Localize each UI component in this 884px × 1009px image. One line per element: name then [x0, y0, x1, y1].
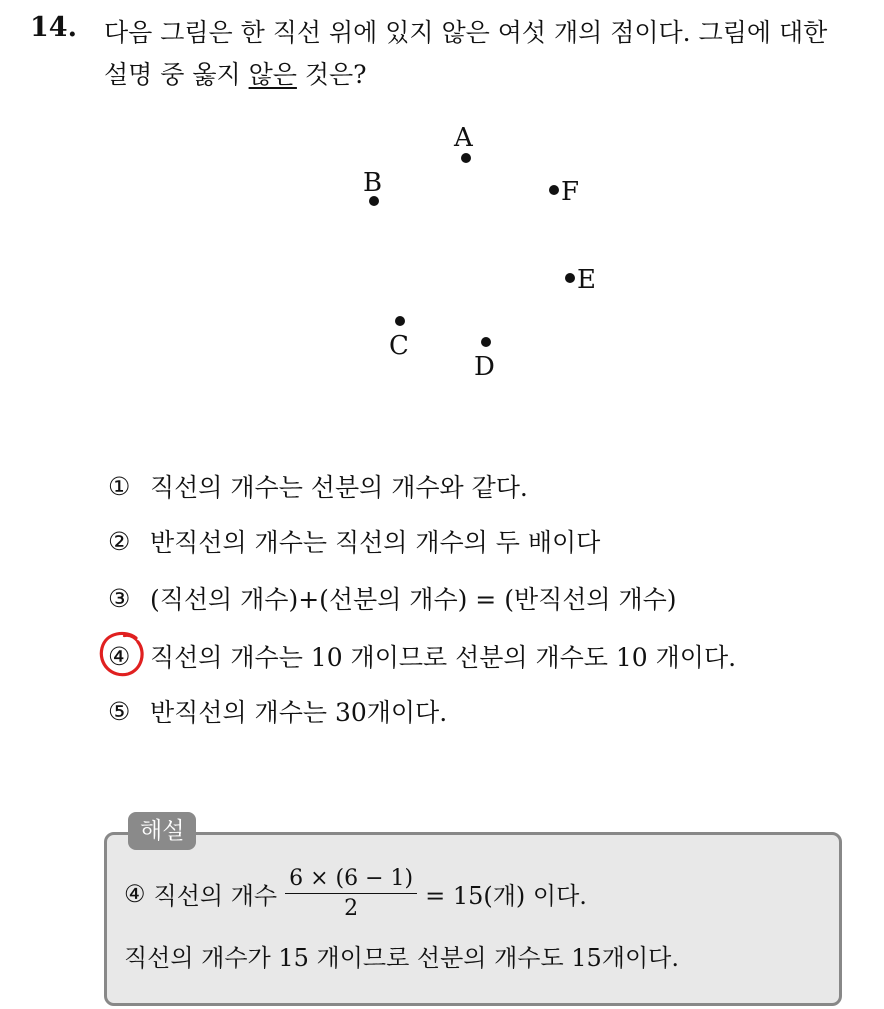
solution-line-1-pre: 직선의 개수 — [153, 882, 278, 910]
choice-4[interactable] — [108, 638, 736, 674]
fraction-denominator: 2 — [344, 896, 359, 921]
choice-5[interactable] — [108, 693, 447, 729]
point-f-dot — [549, 185, 559, 195]
point-f-label: F — [561, 177, 580, 207]
answer-circle-mark — [96, 628, 148, 680]
choice-3-number: ③ — [108, 583, 131, 613]
point-d-dot — [481, 337, 491, 347]
choice-2-text: 반직선의 개수는 직선의 개수의 두 배이다 — [150, 528, 601, 557]
question-line-2-pre: 설명 중 옳지 — [104, 60, 249, 89]
choice-5-text: 반직선의 개수는 30개이다. — [150, 698, 448, 727]
choice-2[interactable] — [108, 523, 600, 559]
fraction — [285, 866, 417, 921]
solution-line-1-post: = 15(개) 이다. — [425, 882, 587, 910]
solution-line-2: 직선의 개수가 15 개이므로 선분의 개수도 15개이다. — [124, 944, 679, 972]
points-figure — [0, 0, 884, 420]
choice-3-text: (직선의 개수)+(선분의 개수) = (반직선의 개수) — [150, 585, 677, 614]
point-b-label: B — [363, 168, 383, 198]
choice-4-text: 직선의 개수는 10 개이므로 선분의 개수도 10 개이다. — [150, 643, 737, 672]
solution-line-1 — [124, 866, 587, 921]
fraction-numerator: 6 × (6 − 1) — [285, 866, 417, 894]
question-line-2-post: 것은? — [296, 60, 367, 89]
choice-1-number: ① — [108, 471, 131, 501]
point-c-dot — [395, 316, 405, 326]
point-c-label: C — [389, 331, 409, 361]
question-underlined-word: 않은 — [248, 60, 297, 89]
solution-answer-number: ④ — [124, 879, 146, 908]
point-e-label: E — [577, 265, 596, 295]
choice-3[interactable] — [108, 580, 677, 616]
point-e-dot — [565, 273, 575, 283]
point-a-dot — [461, 153, 471, 163]
point-a-label: A — [454, 123, 473, 153]
solution-tag: 해설 — [128, 812, 196, 850]
choice-5-number: ⑤ — [108, 696, 131, 726]
choice-4-number: ④ — [108, 641, 131, 671]
question-number: 14. — [30, 12, 77, 43]
point-d-label: D — [474, 352, 495, 382]
choice-1-text: 직선의 개수는 선분의 개수와 같다. — [150, 473, 528, 502]
question-line-1: 다음 그림은 한 직선 위에 있지 않은 여섯 개의 점이다. 그림에 대한 — [104, 18, 828, 47]
choice-1[interactable] — [108, 468, 528, 504]
choice-2-number: ② — [108, 526, 131, 556]
